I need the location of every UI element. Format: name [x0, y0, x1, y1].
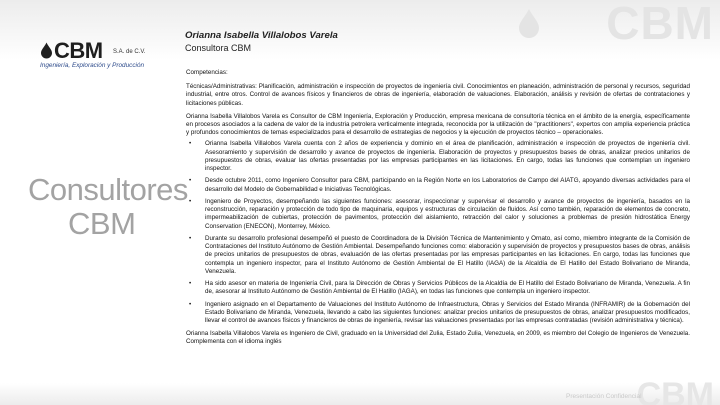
list-item-text: Ingeniero de Proyectos, desempeñando las siguientes funciones: asesorar, inspeccionar y supervisar el desarrollo y avance de proyectos de ingeniería, basados en la reconstrucción, reparación y protección de todo tipo de maquinaria, equipos y estructuras de circulación de fluidos. Así como también, reparación de elementos de concreto, impermeabilización de cubiertas, protección de pavimentos, protección del aislamiento, retracción del calor y soluciones a problemas de presión hidrostática Energy Conservation (ENECON), Monterrey, México. [205, 198, 690, 230]
list-item [186, 235, 690, 276]
competencias-heading: Competencias: [186, 69, 228, 76]
oil-drop-icon [40, 42, 53, 59]
footer-confidential: Presentación Confidencial [566, 393, 642, 400]
list-item [186, 140, 690, 173]
bullet-icon: • [189, 198, 192, 206]
bullet-icon: • [189, 300, 192, 308]
logo-suffix: S.A. de C.V. [113, 49, 146, 55]
list-item-text: Orianna Isabella Villalobos Varela cuenta con 2 años de experiencia y dominio en el área de planificación, administración e inspección de proyectos de ingeniería civil. Asesoramiento y supervisión de desarrollo y avance de proyectos de ingeniería. Elaboración de proyectos y presupuestos bases de obras, analizar precios unitarios de presupuestos de obras, evaluar las ofertas presentadas por las empresas participantes en las licitaciones. En cargo, todas las funciones que contemplan un ingeniero inspector. [205, 140, 690, 173]
experience-list [186, 140, 690, 325]
sidebar-title-cbm: CBM [68, 206, 136, 241]
closing-paragraph: Orianna Isabella Villalobos Varela es Ingeniero de Civil, graduado en la Universidad del Zulia, Estado Zulia, Venezuela, en 2009, es miembro del Colegio de Ingenieros de Venezuela. Complementa con el idioma inglés [186, 329, 690, 345]
list-item-text: Desde octubre 2011, como Ingeniero Consultor para CBM, participando en la Región Norte en los Laboratorios de Campo del AIATG, apoyando diversas actividades para el desarrollo del Modelo de Gobernabilidad e Iniciativas Tecnológicas. [205, 177, 690, 193]
person-name: Orianna Isabella Villalobos Varela [185, 30, 338, 41]
list-item-text: Ha sido asesor en materia de Ingeniería Civil, para la Dirección de Obras y Servicios Públicos de la Alcaldía de El Hatillo del Estado Bolivariano de Miranda, Venezuela. A fin de, asesorar al Instituto Autónomo de Gestión Ambiental de El Hatillo (IAGA), en todas las funciones que contempla un ingeniero inspector. [205, 280, 690, 296]
bullet-icon: • [189, 140, 192, 148]
bullet-icon: • [189, 280, 192, 288]
list-item [186, 177, 690, 193]
list-item [186, 198, 690, 231]
footer-watermark: CBM [636, 376, 714, 405]
profile-content [186, 69, 690, 346]
person-role: Consultora CBM [185, 43, 252, 53]
logo-tagline: Ingeniería, Exploración y Producción [40, 62, 145, 69]
list-item [186, 280, 690, 296]
company-logo [40, 40, 170, 76]
list-item-text: Ingeniero asignado en el Departamento de Valuaciones del Instituto Autónomo de Infraestructura, Obras y Servicios del Estado Miranda (INFRAMIR) de la Gobernación del Estado Bolivariano de Miranda, Venezuela, llevando a cabo las siguientes funciones: analizar precios unitarios de presupuestos de obras, analizar presupuestos modificados, llevar el control de avances físicos y financieros de obras de ingeniería, revisar las valuaciones presentadas por las empresas contratadas (revisión administrativa y técnica). [205, 300, 690, 325]
competencias-tech: Técnicas/Administrativas: Planificación, administración e inspección de proyectos de ingeniería civil. Conocimientos en planeación, administración de personal y recursos, seguridad industrial, entre otros. Control de avances físicos y financieros de obras de ingeniería, elaboración de valuaciones. Elaboración, análisis y revisión de ofertas de contrataciones y licitaciones públicas. [186, 83, 690, 107]
sidebar-title-consultores: Consultores [28, 172, 188, 207]
intro-paragraph: Orianna Isabella Villalobos Varela es Consultor de CBM Ingeniería, Exploración y Producción, empresa mexicana de consultoría técnica en el ámbito de la energía, específicamente en procesos asociados a la cadena de valor de la industria petrolera verticalmente integrada, reconocida por la utilización de "practitioners", expertos con amplia experiencia práctica y profundos conocimientos de temas especializados para el desarrollo de estrategias de negocios y la ejecución de proyectos técnico – operacionales. [186, 112, 690, 137]
bullet-icon: • [189, 177, 192, 185]
bullet-icon: • [189, 235, 192, 243]
logo-brand: CBM [54, 38, 103, 63]
list-item-text: Durante su desarrollo profesional desempeñó el puesto de Coordinadora de la División Técnica de Mantenimiento y Ornato, así como, miembro integrante de la Comisión de Contrataciones del Instituto Autónomo de Gestión Ambiental. Desempeñando funciones como: elaboración y supervisión de proyectos y presupuestos bases de obras, análisis de precios unitarios de presupuestos de obras, evaluación de las ofertas presentadas por las empresas participantes en las licitaciones. En cargo, todas las funciones que contempla un ingeniero inspector, para el Instituto Autónomo de Gestión Ambiental de El Hatillo (IAGA) de la Alcaldía de El Hatillo del Estado Bolivariano de Miranda, Venezuela. [205, 235, 690, 275]
watermark-drop-icon [516, 8, 542, 38]
header-watermark: CBM [606, 0, 714, 49]
list-item [186, 301, 690, 326]
